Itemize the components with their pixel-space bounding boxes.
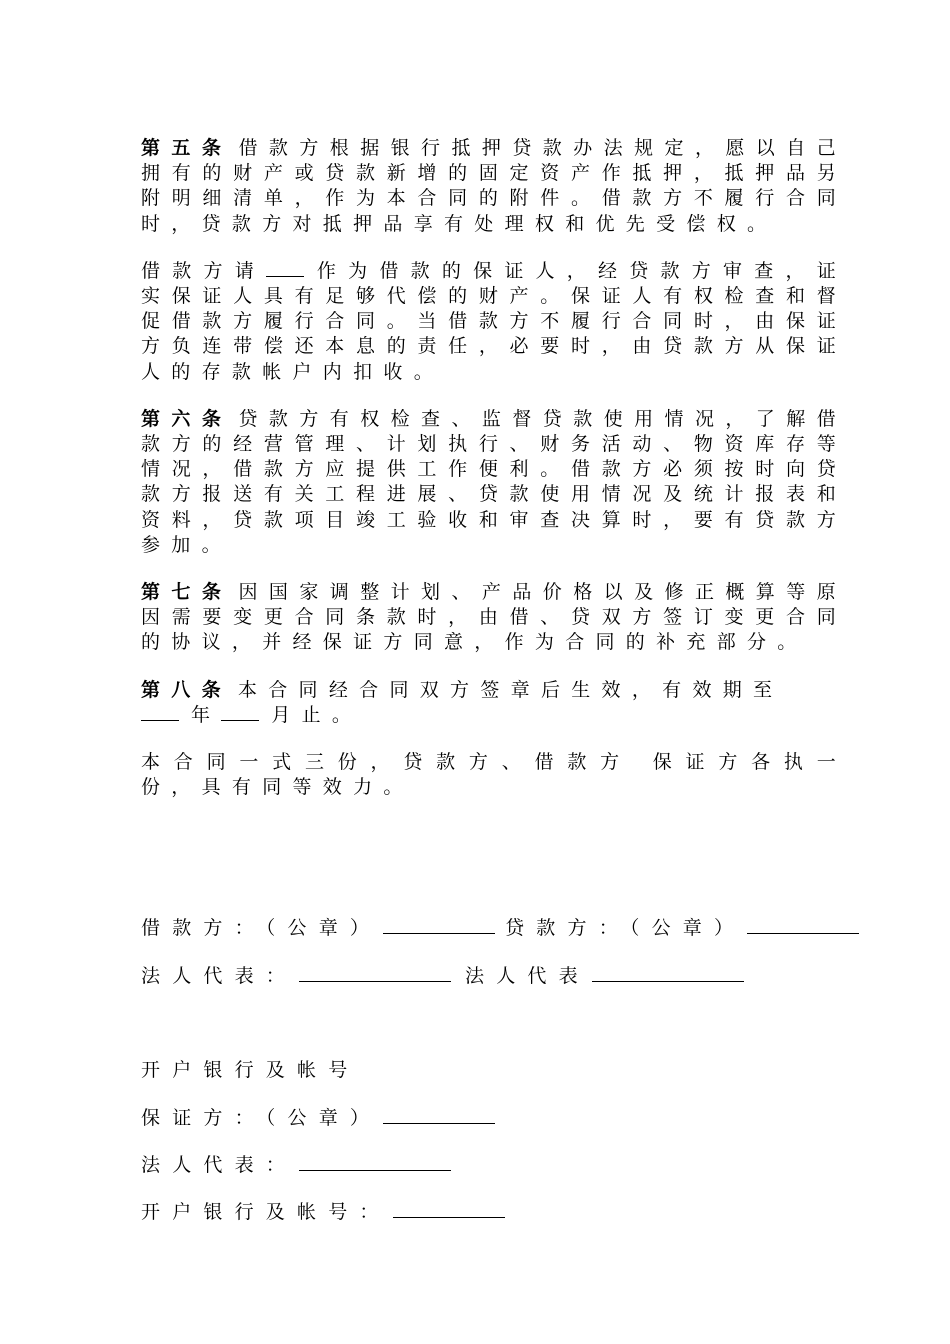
guarantor-seal-blank[interactable] — [383, 1106, 495, 1124]
legal-rep-label-1: 法人代表： — [141, 965, 298, 987]
guarantor-row — [141, 1106, 495, 1130]
borrower-label: 借款方：（公章） — [141, 917, 382, 939]
borrower-lender-row — [141, 916, 859, 940]
article-8-heading: 第八条 — [141, 678, 232, 701]
legal-rep-blank-1[interactable] — [299, 964, 451, 982]
article-7-heading: 第七条 — [141, 581, 233, 604]
guarantor-name-blank[interactable] — [266, 259, 304, 277]
article-5-text: 借款方根据银行抵押贷款办法规定，愿以自己拥有的财产或贷款新增的固定资产作抵押，抵押品另附明细清单，作为本合同的附件。借款方不履行合同时，贷款方对抵押品享有处理权和优先受偿权。 — [141, 137, 847, 235]
borrower-seal-blank[interactable] — [383, 916, 495, 934]
lender-seal-blank[interactable] — [747, 916, 859, 934]
article-7 — [141, 580, 847, 656]
guarantor-legal-rep-blank[interactable] — [299, 1153, 451, 1171]
guarantor-clause-text-1: 借款方请 — [141, 259, 266, 282]
legal-rep-label-2: 法人代表 — [465, 965, 590, 987]
guarantor-clause-text-2: 作为借款的保证人，经贷款方审查，证实保证人具有足够代偿的财产。保证人有权检查和督促借款方履行合同。当借款方不履行合同时，由保证方负连带偿还本息的责任，必要时，由贷款方从保证人的存款帐户内扣收。 — [141, 259, 847, 383]
copies-clause-text: 本合同一式三份，贷款方、借款方 保证方各执一份，具有同等效力。 — [141, 751, 847, 799]
contract-body — [141, 136, 847, 800]
lender-label: 贷款方：（公章） — [505, 917, 746, 939]
article-5-heading: 第五条 — [141, 137, 233, 159]
legal-rep-blank-2[interactable] — [592, 964, 744, 982]
guarantor-legal-rep-row — [141, 1153, 451, 1177]
month-label: 月止。 — [271, 703, 363, 726]
bank-account-label: 开户银行及帐号 — [141, 1059, 360, 1081]
guarantor-legal-rep-label: 法人代表： — [141, 1154, 298, 1176]
article-7-text: 因国家调整计划、产品价格以及修正概算等原因需要变更合同条款时，由借、贷双方签订变更合同的协议，并经保证方同意，作为合同的补充部分。 — [141, 581, 847, 654]
guarantor-bank-blank[interactable] — [393, 1200, 505, 1218]
article-8 — [141, 678, 847, 728]
article-6-heading: 第六条 — [141, 407, 233, 430]
guarantor-bank-label: 开户银行及帐号： — [141, 1201, 391, 1223]
guarantor-bank-row — [141, 1200, 505, 1224]
legal-rep-row — [141, 964, 744, 988]
guarantor-label: 保证方：（公章） — [141, 1107, 382, 1129]
copies-clause — [141, 750, 847, 800]
article-6 — [141, 407, 847, 558]
article-8-text: 本合同经合同双方签章后生效，有效期至 — [237, 678, 784, 701]
expiry-month-blank[interactable] — [221, 703, 259, 721]
guarantor-clause — [141, 259, 847, 385]
article-5 — [141, 136, 847, 237]
year-label: 年 — [191, 703, 222, 726]
bank-account-row — [141, 1058, 359, 1082]
article-6-text: 贷款方有权检查、监督贷款使用情况，了解借款方的经营管理、计划执行、财务活动、物资库存等情况，借款方应提供工作便利。借款方必须按时向贷款方报送有关工程进展、贷款使用情况及统计报表和资料，贷款项目竣工验收和审查决算时，要有贷款方参加。 — [141, 407, 847, 556]
expiry-year-blank[interactable] — [141, 703, 179, 721]
